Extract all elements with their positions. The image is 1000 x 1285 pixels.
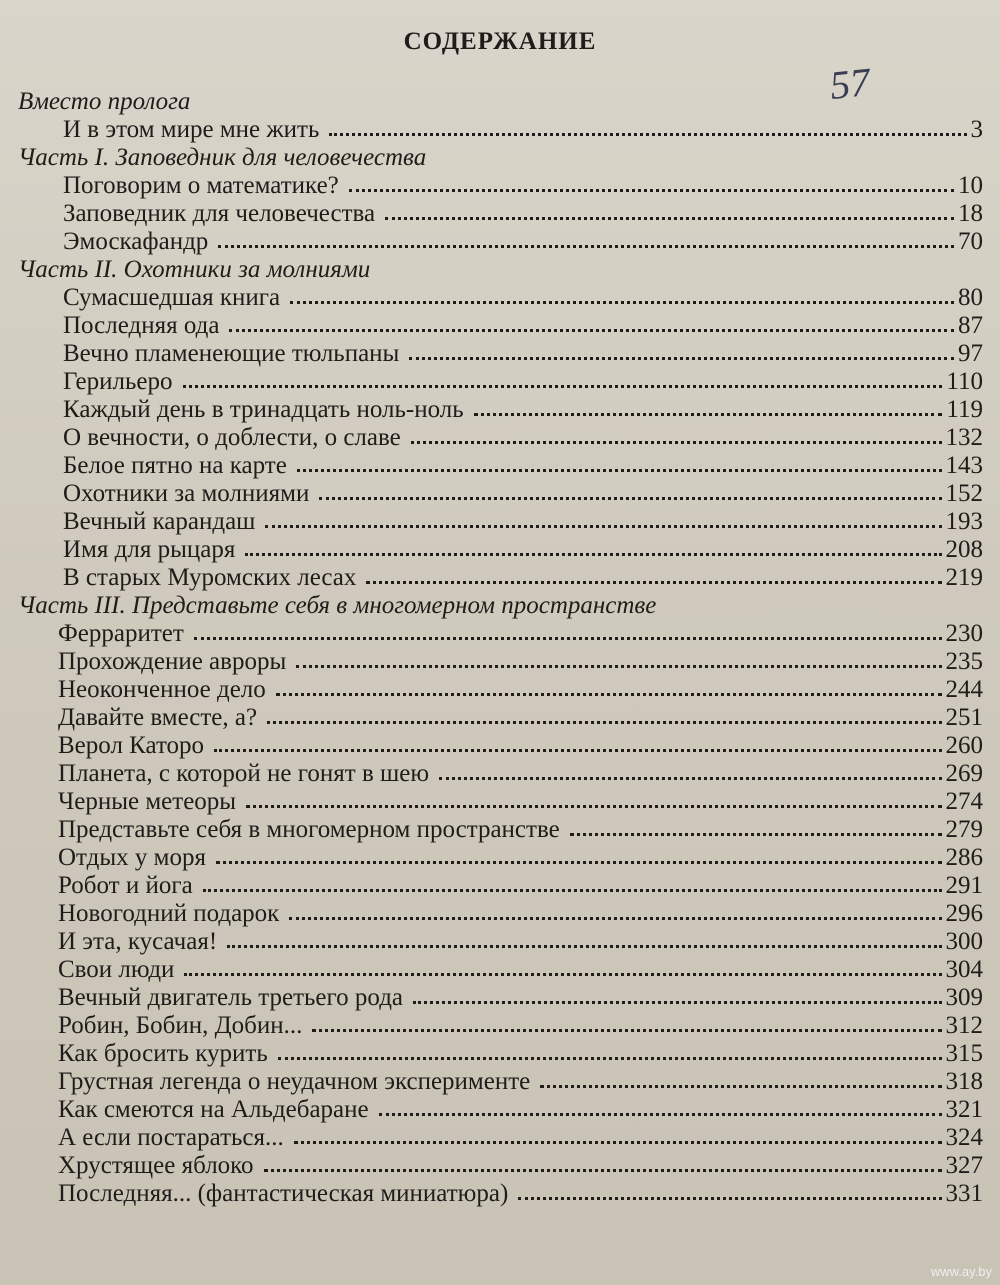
dot-leader <box>409 357 954 360</box>
dot-leader <box>297 469 942 472</box>
toc-entry-page: 87 <box>958 312 983 339</box>
toc-entry-page: 80 <box>958 284 983 311</box>
dot-leader <box>264 1169 942 1172</box>
section-part3-entries <box>18 620 983 1208</box>
toc-entry-title: Охотники за молниями <box>63 480 310 507</box>
toc-entry <box>18 788 983 816</box>
handwritten-note: 57 <box>827 59 873 108</box>
toc-entry <box>18 1040 983 1068</box>
toc-entry-page: 230 <box>945 620 983 647</box>
dot-leader <box>570 833 942 836</box>
toc-entry <box>18 564 983 592</box>
dot-leader <box>278 1057 942 1060</box>
dot-leader <box>184 973 941 976</box>
toc-entry-title: А если постараться... <box>58 1124 284 1151</box>
dot-leader <box>349 189 954 192</box>
toc-entry-page: 143 <box>945 452 983 479</box>
toc-entry <box>18 704 983 732</box>
dot-leader <box>411 441 942 444</box>
dot-leader <box>518 1197 941 1200</box>
toc-entry-page: 291 <box>945 872 983 899</box>
dot-leader <box>294 1141 942 1144</box>
toc-entry-title: Поговорим о математике? <box>63 172 339 199</box>
toc-entry-title: Вечный карандаш <box>63 508 256 535</box>
toc-entry <box>18 816 983 844</box>
table-of-contents <box>18 88 983 1208</box>
toc-entry-page: 304 <box>945 956 983 983</box>
toc-entry-title: Герильеро <box>63 368 173 395</box>
toc-entry <box>18 1152 983 1180</box>
toc-entry-title: Вечный двигатель третьего рода <box>58 984 404 1011</box>
toc-entry-title: О вечности, о доблести, о славе <box>63 424 401 451</box>
dot-leader <box>312 1029 941 1032</box>
toc-entry <box>18 368 983 396</box>
toc-entry-page: 300 <box>945 928 983 955</box>
toc-entry-title: Эмоскафандр <box>63 228 209 255</box>
toc-entry-page: 119 <box>946 396 983 423</box>
dot-leader <box>540 1085 941 1088</box>
toc-entry-page: 10 <box>958 172 983 199</box>
dot-leader <box>229 329 954 332</box>
toc-entry <box>18 1124 983 1152</box>
toc-entry-title: Сумасшедшая книга <box>63 284 281 311</box>
toc-entry-page: 269 <box>945 760 983 787</box>
toc-entry <box>18 956 983 984</box>
section-prologue-entries <box>18 116 983 144</box>
toc-entry-page: 321 <box>945 1096 983 1123</box>
toc-entry <box>18 844 983 872</box>
toc-entry-page: 312 <box>945 1012 983 1039</box>
toc-entry-title: Планета, с которой не гонят в шею <box>58 760 430 787</box>
section-part1-entries <box>18 172 983 256</box>
toc-entry-title: Отдых у моря <box>58 844 206 871</box>
toc-entry-page: 152 <box>945 480 983 507</box>
toc-entry-title: Последняя... (фантастическая миниатюра) <box>58 1180 509 1207</box>
dot-leader <box>183 385 943 388</box>
toc-entry <box>18 284 983 312</box>
dot-leader <box>366 581 941 584</box>
toc-entry-page: 286 <box>945 844 983 871</box>
toc-entry-page: 132 <box>945 424 983 451</box>
toc-entry-page: 318 <box>945 1068 983 1095</box>
toc-entry <box>18 200 983 228</box>
toc-entry-title: Каждый день в тринадцать ноль-ноль <box>63 396 464 423</box>
dot-leader <box>194 637 942 640</box>
dot-leader <box>289 917 941 920</box>
dot-leader <box>218 245 954 248</box>
toc-entry <box>18 396 983 424</box>
toc-entry <box>18 620 983 648</box>
section-heading-part3: Часть III. Представьте себя в многомерном пространстве <box>18 592 657 619</box>
toc-entry <box>18 1012 983 1040</box>
dot-leader <box>439 777 941 780</box>
section-part2-entries <box>18 284 983 592</box>
toc-entry-page: 274 <box>945 788 983 815</box>
toc-entry-page: 219 <box>945 564 983 591</box>
toc-entry-title: Робот и йога <box>58 872 193 899</box>
toc-entry-page: 3 <box>970 116 983 143</box>
toc-entry-page: 97 <box>958 340 983 367</box>
toc-entry <box>18 480 983 508</box>
toc-entry-title: Представьте себя в многомерном пространстве <box>58 816 560 843</box>
toc-entry <box>18 732 983 760</box>
dot-leader <box>203 889 942 892</box>
toc-entry-page: 193 <box>945 508 983 535</box>
toc-entry-title: Верол Каторо <box>58 732 205 759</box>
toc-entry-page: 315 <box>945 1040 983 1067</box>
toc-entry-page: 296 <box>945 900 983 927</box>
toc-entry <box>18 228 983 256</box>
dot-leader <box>379 1113 942 1116</box>
toc-entry-title: И эта, кусачая! <box>58 928 218 955</box>
toc-entry <box>18 900 983 928</box>
toc-entry-page: 251 <box>945 704 983 731</box>
dot-leader <box>319 497 941 500</box>
toc-entry-page: 18 <box>958 200 983 227</box>
dot-leader <box>276 693 942 696</box>
page-title: СОДЕРЖАНИЕ <box>403 28 597 55</box>
toc-entry-page: 324 <box>945 1124 983 1151</box>
toc-entry <box>18 508 983 536</box>
toc-entry <box>18 928 983 956</box>
toc-entry <box>18 424 983 452</box>
toc-entry <box>18 1068 983 1096</box>
toc-entry-title: Новогодний подарок <box>58 900 280 927</box>
toc-entry <box>18 676 983 704</box>
toc-entry-title: Хрустящее яблоко <box>58 1152 254 1179</box>
toc-entry <box>18 116 983 144</box>
toc-entry-page: 327 <box>945 1152 983 1179</box>
dot-leader <box>246 805 941 808</box>
toc-entry <box>18 648 983 676</box>
toc-entry <box>18 312 983 340</box>
toc-entry-title: В старых Муромских лесах <box>63 564 357 591</box>
toc-entry-title: Неоконченное дело <box>58 676 266 703</box>
section-heading-part2: Часть II. Охотники за молниями <box>18 256 371 283</box>
dot-leader <box>385 217 954 220</box>
dot-leader <box>245 553 941 556</box>
toc-entry <box>18 340 983 368</box>
dot-leader <box>329 133 966 136</box>
toc-entry <box>18 1180 983 1208</box>
toc-entry-title: Как бросить курить <box>58 1040 268 1067</box>
toc-entry <box>18 452 983 480</box>
dot-leader <box>296 665 941 668</box>
toc-entry-page: 331 <box>945 1180 983 1207</box>
dot-leader <box>265 525 941 528</box>
toc-entry-title: И в этом мире мне жить <box>63 116 320 143</box>
dot-leader <box>227 945 941 948</box>
toc-entry-title: Заповедник для человечества <box>63 200 376 227</box>
toc-entry-page: 309 <box>945 984 983 1011</box>
dot-leader <box>413 1001 941 1004</box>
toc-entry-title: Как смеются на Альдебаране <box>58 1096 369 1123</box>
watermark: www.ay.by <box>930 1264 992 1279</box>
toc-entry <box>18 172 983 200</box>
section-heading-prologue: Вместо пролога <box>18 88 191 115</box>
section-heading-part1: Часть I. Заповедник для человечества <box>18 144 427 171</box>
toc-entry-title: Имя для рыцаря <box>63 536 236 563</box>
toc-entry-page: 110 <box>946 368 983 395</box>
toc-entry-page: 244 <box>945 676 983 703</box>
toc-entry-title: Прохождение авроры <box>58 648 287 675</box>
dot-leader <box>290 301 954 304</box>
dot-leader <box>216 861 942 864</box>
toc-entry-title: Последняя ода <box>63 312 220 339</box>
dot-leader <box>214 749 941 752</box>
toc-entry-title: Робин, Бобин, Добин... <box>58 1012 303 1039</box>
toc-entry-title: Белое пятно на карте <box>63 452 287 479</box>
toc-entry-page: 70 <box>958 228 983 255</box>
dot-leader <box>267 721 941 724</box>
toc-entry-page: 208 <box>945 536 983 563</box>
toc-entry <box>18 536 983 564</box>
toc-entry <box>18 984 983 1012</box>
toc-entry-title: Черные метеоры <box>58 788 237 815</box>
toc-entry-title: Давайте вместе, а? <box>58 704 258 731</box>
toc-entry <box>18 760 983 788</box>
toc-entry-page: 279 <box>945 816 983 843</box>
toc-entry <box>18 872 983 900</box>
toc-entry-title: Грустная легенда о неудачном эксперименте <box>58 1068 531 1095</box>
dot-leader <box>474 413 943 416</box>
toc-entry-title: Вечно пламенеющие тюльпаны <box>63 340 400 367</box>
toc-entry-page: 260 <box>945 732 983 759</box>
toc-entry-title: Свои люди <box>58 956 175 983</box>
toc-entry-page: 235 <box>945 648 983 675</box>
toc-entry-title: Ферраритет <box>58 620 184 647</box>
toc-entry <box>18 1096 983 1124</box>
